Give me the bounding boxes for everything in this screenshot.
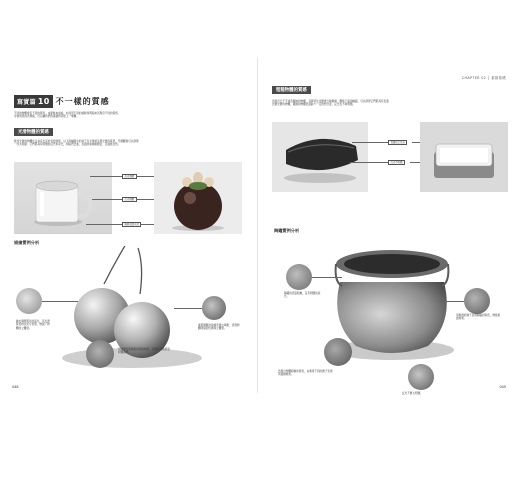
page-number: 048 [12,385,19,389]
mug-tag: 線條過渡自然 [122,222,141,227]
left-page [2,58,258,393]
chapter-title: 不一樣的質感 [55,97,110,106]
chapter-label: 寫實篇 10 [14,95,53,108]
mangosteen-photo [154,162,242,234]
case-tag: 反光不明顯 [388,160,405,165]
mug-tag: 反光明顯 [122,197,137,202]
leader-line [92,199,122,200]
callout-text: 表現出物體粗糙的質感，並運用不同的調子表現其粗糙效果。 [278,370,333,377]
sketch-heading: 陶罐實例分析 [274,228,300,233]
case-tag: 表面缺乏高光 [388,140,407,145]
leader-line [438,301,464,302]
detail-circle [86,340,114,368]
callout-text: 運用細膩的線條表現出蘋果，表現物體明暗的色調和立體感。 [198,324,240,331]
leader-line [90,176,122,177]
section-line: 比較光滑的物體，粗糙的物體表面缺少一定的對比度，反光也不夠明顯。 [272,103,355,107]
section-line: 質感光滑的物體往往具有光亮的表面效果，以下兩幅圖中的杯子及水果就呈現光滑的質感，仔細觀察可以發現 [14,140,139,143]
right-page [262,58,518,393]
intro-line: 學會質感的表現後，可以讓我們的畫讀得到更上一層樓。 [14,115,79,119]
intro-line: 不同的物體會有不同的質感，本節就來看看，如何用不同的線條和明暗來表現這不同的質感， [14,112,121,115]
bread-photo [420,122,508,192]
chapter-heading [14,96,110,107]
detail-circle [464,288,490,314]
section-line: 一些共同點：它們都具有明顯的反光和亮光，明暗對比強，表面的線條較細密，且過渡自然。 [14,143,121,147]
section-heading: 光滑物體的質感 [14,128,53,136]
bread-image [420,122,508,192]
callout-text: 陶罐的表面粗糙，沒有明顯的高光。 [284,292,321,299]
section-line: 表面凹凸不平或者粗糙的物體，其質感往往顯得比較粗糙，觀察下面兩幅圖，可以發現它們都具有表面 [272,100,389,103]
detail-circle [202,296,226,320]
leader-line [42,301,78,302]
detail-circle [324,338,352,366]
detail-circle [16,288,42,314]
mug-tag: 高光明顯 [122,174,137,179]
section-paragraph [14,140,242,147]
leader-line [174,308,202,309]
detail-circle [408,364,434,390]
section-heading: 粗糙物體的質感 [272,86,311,94]
leader-line [86,224,122,225]
case-photo [272,122,368,192]
detail-circle [286,264,312,290]
case-image [272,122,368,192]
page-number: 049 [499,385,506,389]
mangosteen-image [154,162,242,234]
chapter-number: 10 [37,97,50,106]
callout-text: 用稍微的調子表現陶罐的質感，增強畫面效果。 [456,314,501,321]
callout-text: 反光不要太明顯。 [402,392,423,395]
callout-text: 用線條表現蘋果的明暗效果，表現其光滑質感和體積感。 [118,348,170,355]
leader-line [312,277,342,278]
leader-line [352,142,390,143]
chapter-tab: CHAPTER 02 │ 素描基礎 [461,76,506,80]
section-paragraph [272,100,504,107]
callout-text: 繪出蘋果明亮的高光，其光滑質感得到充分表現，增強了物體的立體感。 [16,320,50,330]
intro-paragraph [14,112,239,119]
leader-line [350,162,390,163]
sketch-heading: 描繪實例分析 [14,240,40,245]
